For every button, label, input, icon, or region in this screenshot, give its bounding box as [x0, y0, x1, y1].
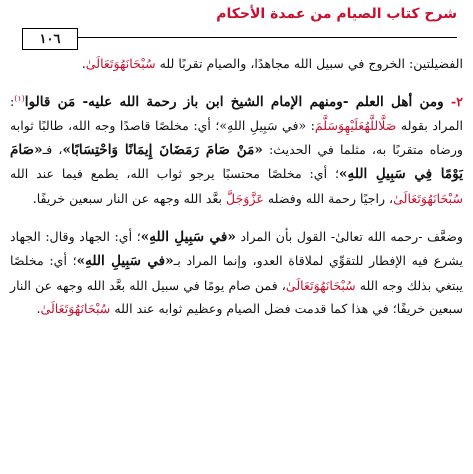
- text-run: ؛ أي: مخلصًا يبتغي بذلك وجه الله: [10, 253, 464, 293]
- honorific: صَلَّاللَّهُعَلَيْهِوَسَلَّمَ: [314, 118, 397, 134]
- honorific: عَزَّوَجَلَّ: [226, 190, 264, 206]
- paragraph-3: [10, 225, 463, 321]
- text-run: ، فـ: [42, 141, 63, 157]
- spacer: [10, 211, 463, 225]
- page-number-box: [22, 28, 78, 50]
- honorific: سُبْحَانَهُوَتَعَالَىٰ: [285, 277, 356, 293]
- hadith-quote: «مَنْ صَامَ رَمَضَانَ إِيمَانًا وَاحْتِسَابًا»: [62, 141, 263, 158]
- text-run: ؛ أي: الجهاد وقال: الجهاد يشرع فيه الإفطار للتقوِّي لملاقاة العدو، وإنما المراد بـ: [10, 228, 463, 269]
- text-run: ؛ أي: مخلصًا محتسبًا يرجو ثواب الله، يطمع فيما عند الله: [10, 166, 340, 182]
- running-title: شرح كتاب الصيام من عمدة الأحكام: [216, 6, 457, 22]
- honorific: سُبْحَانَهُوَتَعَالَىٰ: [85, 56, 156, 71]
- text-run: : «في سَبِيلِ اللهِ»؛ أي: مخلصًا قاصدًا وجه الله، طالبًا ثوابه ورضاه متقربًا به، مثلما في الحديث:: [10, 118, 463, 157]
- paragraph-1: [10, 52, 463, 76]
- hadith-quote: «صَامَ يَوْمًا فِي سَبِيلِ اللهِ»: [10, 141, 463, 183]
- footnote-marker[interactable]: (١): [14, 93, 25, 103]
- header-rule: [78, 37, 457, 38]
- hadith-quote: «في سَبِيلِ اللهِ»: [140, 228, 236, 245]
- text-run: .: [36, 301, 41, 317]
- hadith-quote: «في سَبِيلِ اللهِ»: [76, 253, 174, 270]
- paragraph-2: [10, 90, 463, 211]
- text-run: الفضيلتين: الخروج في سبيل الله مجاهدًا، والصيام تقربًا لله: [155, 56, 463, 71]
- paragraph-heading: ومن أهل العلم -ومنهم الإمام الشيخ ابن باز رحمة الله عليه- مَن قالوا: [24, 93, 451, 110]
- text-run: : المراد بقوله: [10, 93, 463, 134]
- honorific: سُبْحَانَهُوَتَعَالَىٰ: [393, 190, 463, 206]
- body-text: [10, 52, 463, 321]
- text-run: .: [81, 56, 86, 71]
- text-run: بعَّد الله وجهه عن النار سبعين خريفًا.: [32, 190, 227, 206]
- page-header: [8, 4, 465, 48]
- page-number: ١٠٦: [39, 31, 61, 47]
- spacer: [10, 76, 463, 90]
- text-run: وضعَّف -رحمه الله تعالىٰ- القول بأن المراد: [235, 228, 463, 244]
- item-number: ٢-: [451, 93, 463, 109]
- honorific: سُبْحَانَهُوَتَعَالَىٰ: [40, 301, 111, 317]
- text-run: ، فمن صام يومًا في سبيل الله بعَّد الله وجهه عن النار سبعين خريفًا؛ في هذا كما قدمت فضل الصيام وعظيم ثوابه عند الله: [10, 277, 463, 317]
- text-run: ، راجيًا رحمة الله وفضله: [263, 190, 394, 206]
